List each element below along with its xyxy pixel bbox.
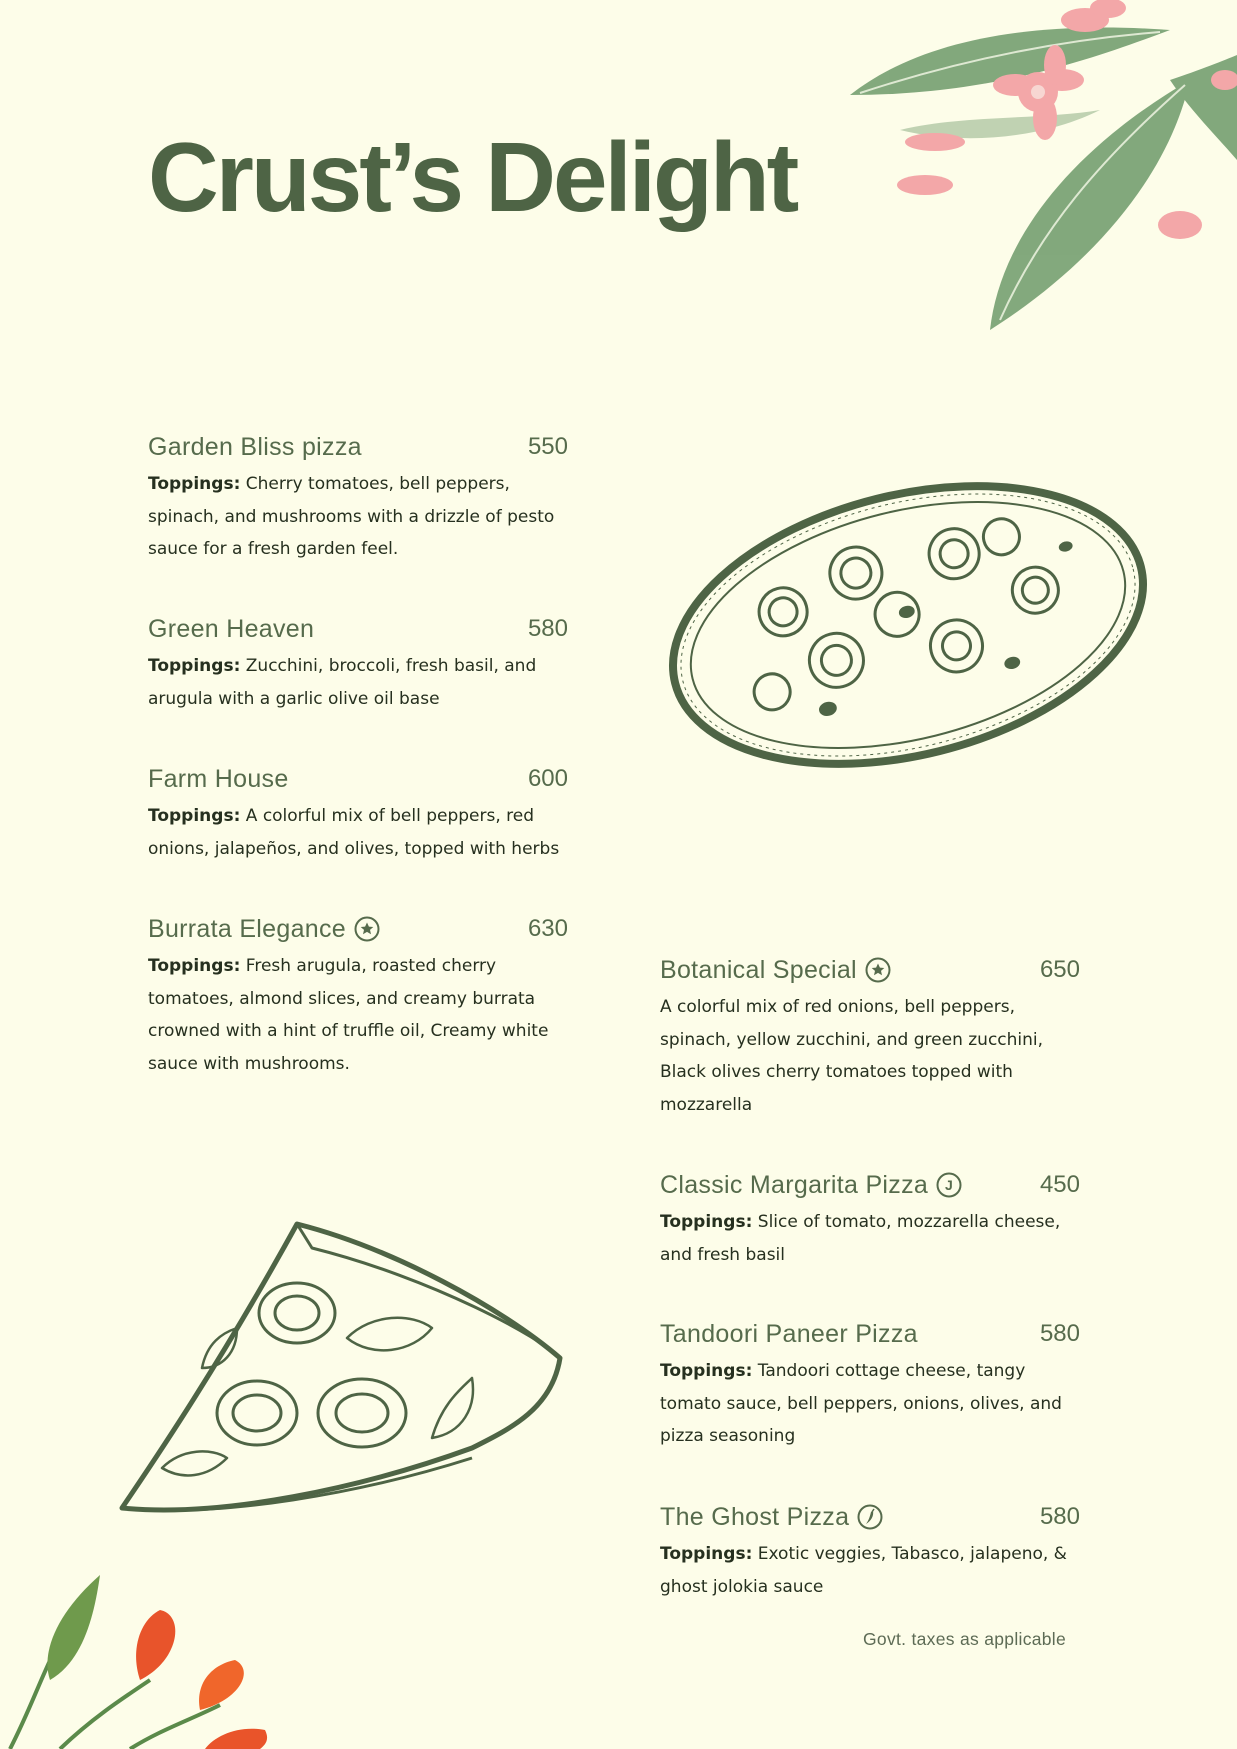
item-price: 580 — [527, 615, 568, 642]
menu-item — [148, 612, 568, 715]
item-name: Classic Margarita Pizza J — [660, 1171, 962, 1200]
item-name: Botanical Special — [660, 956, 891, 985]
svg-text:J: J — [945, 1177, 954, 1193]
item-name: Tandoori Paneer Pizza — [660, 1319, 918, 1348]
menu-item — [148, 762, 568, 865]
toppings-label: Toppings: — [660, 1361, 753, 1381]
restaurant-title: Crust’s Delight — [148, 122, 797, 232]
whole-pizza-sketch — [660, 472, 1156, 778]
item-price: 550 — [527, 433, 568, 460]
menu-item — [660, 1500, 1080, 1603]
item-description: Toppings: Cherry tomatoes, bell peppers, spinach, and mushrooms with a drizzle of pesto sauce for a fresh garden feel. — [148, 474, 555, 559]
chili-illustration — [0, 1570, 290, 1749]
tax-note: Govt. taxes as applicable — [863, 1629, 1067, 1649]
menu-item — [660, 1317, 1080, 1453]
frangipani-leaves-illustration — [840, 0, 1237, 340]
menu-item — [148, 912, 568, 1080]
item-price: 630 — [527, 915, 568, 942]
item-name: The Ghost Pizza — [660, 1503, 883, 1532]
toppings-label: Toppings: — [148, 956, 241, 976]
menu-item — [148, 430, 568, 566]
item-name: Farm House — [148, 764, 289, 793]
item-name: Burrata Elegance — [148, 915, 380, 944]
toppings-label: Toppings: — [660, 1212, 753, 1232]
item-price: 580 — [1039, 1320, 1080, 1347]
item-price: 580 — [1039, 1503, 1080, 1530]
toppings-label: Toppings: — [148, 806, 241, 826]
item-description: Toppings: Exotic veggies, Tabasco, jalapeno, & ghost jolokia sauce — [660, 1544, 1067, 1597]
item-name: Garden Bliss pizza — [148, 432, 362, 461]
item-description: Toppings: Tandoori cottage cheese, tangy tomato sauce, bell peppers, onions, olives, and pizza seasoning — [660, 1361, 1062, 1446]
jain-badge-icon — [936, 1172, 962, 1198]
star-badge-icon — [354, 916, 380, 942]
item-price: 450 — [1039, 1171, 1080, 1198]
chili-badge-icon — [857, 1504, 883, 1530]
item-description: Toppings: Fresh arugula, roasted cherry tomatoes, almond slices, and creamy burrata crowned with a hint of truffle oil, Creamy white sauce with mushrooms. — [148, 956, 549, 1074]
pizza-slice-sketch — [112, 1218, 572, 1528]
menu-item — [660, 1168, 1080, 1271]
item-description: Toppings: Slice of tomato, mozzarella cheese, and fresh basil — [660, 1212, 1061, 1265]
toppings-label: Toppings: — [660, 1544, 753, 1564]
item-description: Toppings: Zucchini, broccoli, fresh basil, and arugula with a garlic olive oil base — [148, 656, 537, 709]
item-description: Toppings: A colorful mix of bell peppers, red onions, jalapeños, and olives, topped with herbs — [148, 806, 560, 859]
menu-item — [660, 953, 1080, 1121]
toppings-label: Toppings: — [148, 656, 241, 676]
star-badge-icon — [865, 957, 891, 983]
item-description: A colorful mix of red onions, bell peppers, spinach, yellow zucchini, and green zucchini, Black olives cherry tomatoes topped with mozzarella — [660, 997, 1044, 1115]
item-name: Green Heaven — [148, 614, 315, 643]
item-price: 650 — [1039, 956, 1080, 983]
item-price: 600 — [527, 765, 568, 792]
toppings-label: Toppings: — [148, 474, 241, 494]
